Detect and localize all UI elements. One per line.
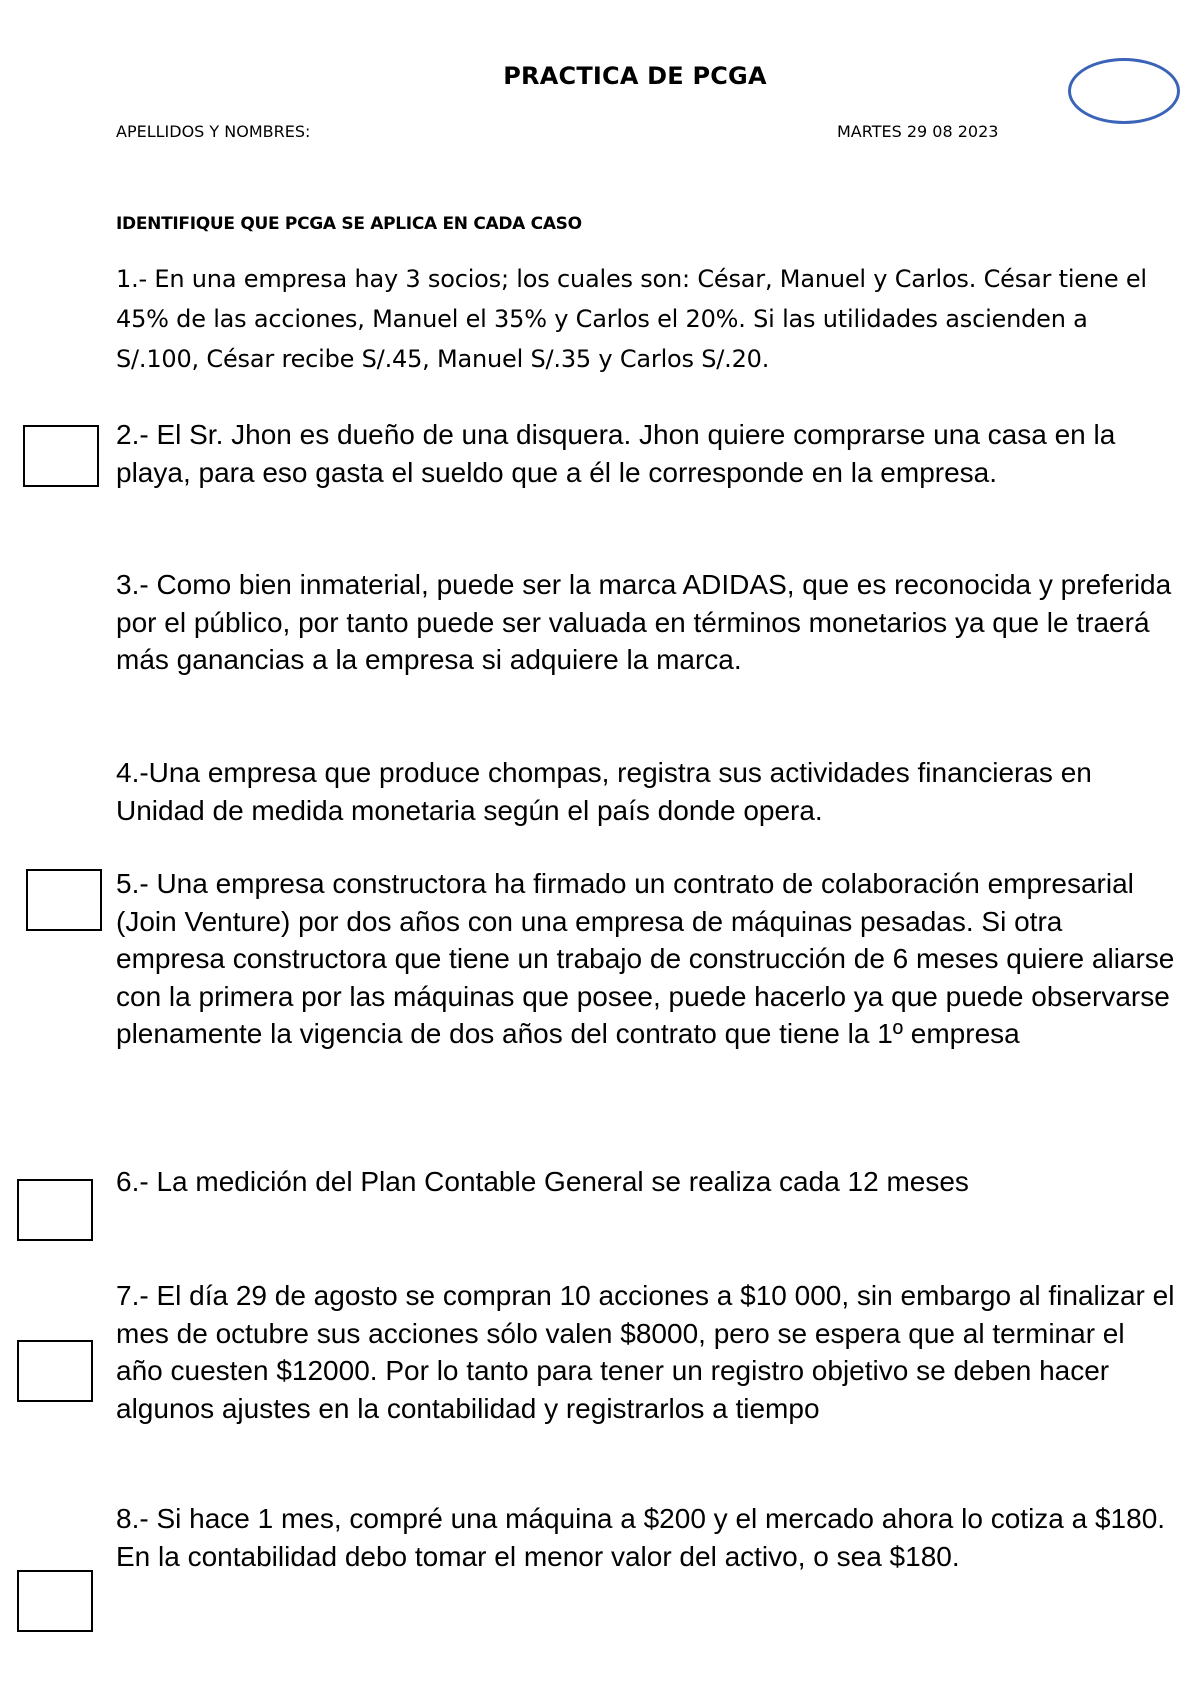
question-3: 3.- Como bien inmaterial, puede ser la marca ADIDAS, que es reconocida y preferida por el público, por tanto puede ser valuada en términos monetarios ya que le traerá más ganancias a la empresa si adquiere la marca.	[116, 569, 1172, 675]
question-2: 2.- El Sr. Jhon es dueño de una disquera. Jhon quiere comprarse una casa en la playa, para eso gasta el sueldo que a él le corresponde en la empresa.	[116, 419, 1116, 488]
question-7: 7.- El día 29 de agosto se compran 10 acciones a $10 000, sin embargo al finalizar el mes de octubre sus acciones sólo valen $8000, pero se espera que al terminar el año cuesten $12000. Por lo tanto para tener un registro objetivo se deben hacer algunos ajustes en la contabilidad y registrarlos a tiempo	[116, 1280, 1175, 1424]
grade-oval	[1068, 58, 1180, 124]
answer-box-7[interactable]	[17, 1340, 93, 1402]
question-8: 8.- Si hace 1 mes, compré una máquina a $200 y el mercado ahora lo cotiza a $180. En la contabilidad debo tomar el menor valor del activo, o sea $180.	[116, 1503, 1166, 1572]
answer-box-2[interactable]	[23, 425, 99, 487]
instruction-heading: IDENTIFIQUE QUE PCGA SE APLICA EN CADA CASO	[116, 214, 582, 234]
answer-box-6[interactable]	[17, 1179, 93, 1241]
student-name-label: APELLIDOS Y NOMBRES:	[116, 122, 311, 141]
question-5: 5.- Una empresa constructora ha firmado un contrato de colaboración empresarial (Join Venture) por dos años con una empresa de máquinas pesadas. Si otra empresa constructora que tiene un trabajo de construcción de 6 meses quiere aliarse con la primera por las máquinas que posee, puede hacerlo ya que puede observarse plenamente la vigencia de dos años del contrato que tiene la 1º empresa	[116, 868, 1175, 1049]
question-6: 6.- La medición del Plan Contable General se realiza cada 12 meses	[116, 1166, 969, 1197]
page-title: PRACTICA DE PCGA	[503, 62, 767, 90]
question-1: 1.- En una empresa hay 3 socios; los cuales son: César, Manuel y Carlos. César tiene el 45% de las acciones, Manuel el 35% y Carlos el 20%. Si las utilidades ascienden a S/.100, César recibe S/.45, Manuel S/.35 y Carlos S/.20.	[116, 265, 1147, 373]
date-label: MARTES 29 08 2023	[837, 122, 999, 141]
question-4: 4.-Una empresa que produce chompas, registra sus actividades financieras en Unidad de medida monetaria según el país donde opera.	[116, 757, 1092, 826]
answer-box-8[interactable]	[17, 1570, 93, 1632]
answer-box-5[interactable]	[26, 869, 102, 931]
